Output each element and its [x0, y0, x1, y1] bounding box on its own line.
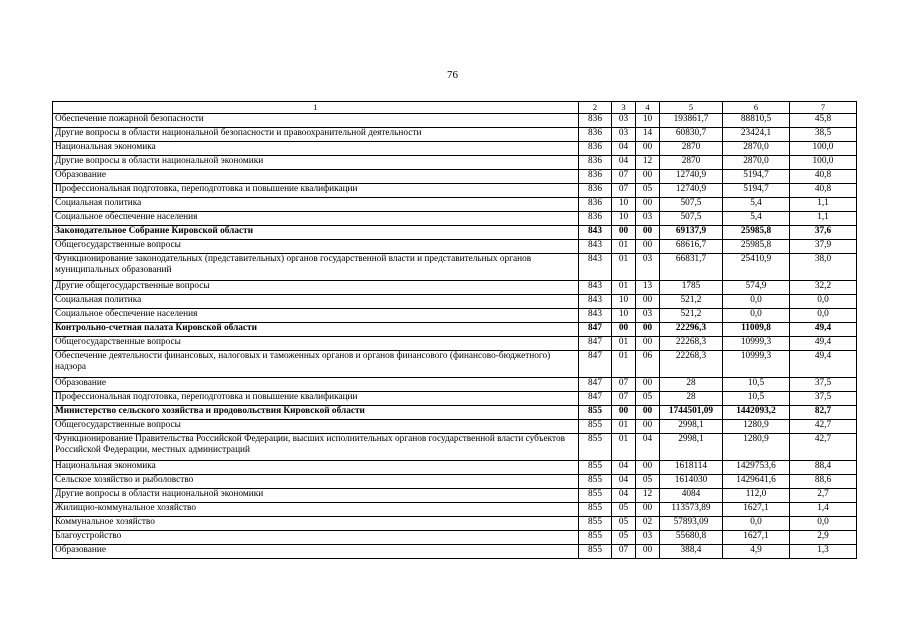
cell-subsection: 03 [636, 531, 660, 545]
cell-section: 00 [612, 323, 636, 337]
column-header: 4 [636, 102, 660, 114]
cell-section: 04 [612, 142, 636, 156]
cell-executed: 1429641,6 [723, 475, 790, 489]
cell-code-admin: 855 [579, 406, 612, 420]
cell-name: Профессиональная подготовка, переподготовка и повышение квалификации [53, 392, 579, 406]
cell-name: Функционирование Правительства Российской Федерации, высших исполнительных органов государственной власти субъектов Российской Федерации, местных администраций [53, 434, 579, 461]
cell-subsection: 12 [636, 156, 660, 170]
cell-percent: 42,7 [790, 420, 857, 434]
cell-code-admin: 855 [579, 434, 612, 461]
cell-section: 10 [612, 212, 636, 226]
cell-section: 01 [612, 281, 636, 295]
cell-percent: 37,9 [790, 240, 857, 254]
cell-executed: 5,4 [723, 198, 790, 212]
cell-planned: 68616,7 [660, 240, 723, 254]
cell-name: Обеспечение деятельности финансовых, налоговых и таможенных органов и органов финансового (финансово-бюджетного) надзора [53, 351, 579, 378]
cell-executed: 574,9 [723, 281, 790, 295]
cell-percent: 49,4 [790, 337, 857, 351]
cell-subsection: 03 [636, 254, 660, 281]
cell-section: 07 [612, 378, 636, 392]
table-row [53, 392, 857, 406]
cell-code-admin: 836 [579, 198, 612, 212]
cell-subsection: 02 [636, 517, 660, 531]
cell-executed: 25985,8 [723, 226, 790, 240]
cell-section: 10 [612, 295, 636, 309]
cell-percent: 42,7 [790, 434, 857, 461]
cell-planned: 22268,3 [660, 337, 723, 351]
cell-name: Другие вопросы в области национальной экономики [53, 489, 579, 503]
cell-planned: 57893,09 [660, 517, 723, 531]
cell-subsection: 03 [636, 309, 660, 323]
cell-subsection: 10 [636, 114, 660, 128]
cell-name: Профессиональная подготовка, переподготовка и повышение квалификации [53, 184, 579, 198]
cell-code-admin: 836 [579, 184, 612, 198]
cell-planned: 193861,7 [660, 114, 723, 128]
cell-section: 01 [612, 240, 636, 254]
cell-executed: 1627,1 [723, 531, 790, 545]
cell-name: Образование [53, 378, 579, 392]
cell-section: 05 [612, 517, 636, 531]
cell-planned: 507,5 [660, 198, 723, 212]
column-header: 6 [723, 102, 790, 114]
cell-executed: 10,5 [723, 378, 790, 392]
cell-planned: 4084 [660, 489, 723, 503]
cell-planned: 66831,7 [660, 254, 723, 281]
cell-code-admin: 847 [579, 337, 612, 351]
table-row [53, 489, 857, 503]
table-row [53, 517, 857, 531]
table-body [53, 114, 857, 559]
cell-name: Образование [53, 170, 579, 184]
cell-percent: 40,8 [790, 170, 857, 184]
cell-executed: 1280,9 [723, 434, 790, 461]
cell-executed: 25410,9 [723, 254, 790, 281]
table-row [53, 142, 857, 156]
cell-planned: 2998,1 [660, 420, 723, 434]
cell-code-admin: 855 [579, 503, 612, 517]
cell-name: Общегосударственные вопросы [53, 420, 579, 434]
cell-name: Социальное обеспечение населения [53, 309, 579, 323]
cell-subsection: 00 [636, 170, 660, 184]
cell-subsection: 00 [636, 378, 660, 392]
cell-subsection: 00 [636, 406, 660, 420]
cell-executed: 2870,0 [723, 142, 790, 156]
cell-planned: 28 [660, 378, 723, 392]
cell-executed: 10,5 [723, 392, 790, 406]
cell-section: 07 [612, 545, 636, 559]
cell-code-admin: 836 [579, 170, 612, 184]
cell-executed: 1429753,6 [723, 461, 790, 475]
cell-name: Коммунальное хозяйство [53, 517, 579, 531]
cell-planned: 69137,9 [660, 226, 723, 240]
table-row [53, 337, 857, 351]
cell-section: 03 [612, 114, 636, 128]
cell-executed: 0,0 [723, 517, 790, 531]
cell-subsection: 14 [636, 128, 660, 142]
cell-percent: 2,7 [790, 489, 857, 503]
cell-executed: 1442093,2 [723, 406, 790, 420]
cell-executed: 10999,3 [723, 351, 790, 378]
cell-section: 10 [612, 198, 636, 212]
cell-planned: 12740,9 [660, 184, 723, 198]
cell-name: Функционирование законодательных (представительных) органов государственной власти и представительных органов муниципальных образований [53, 254, 579, 281]
table-row [53, 378, 857, 392]
cell-section: 10 [612, 309, 636, 323]
cell-subsection: 06 [636, 351, 660, 378]
cell-code-admin: 843 [579, 281, 612, 295]
page-number: 76 [447, 69, 458, 81]
cell-subsection: 00 [636, 295, 660, 309]
table-row [53, 461, 857, 475]
cell-code-admin: 847 [579, 378, 612, 392]
table-row [53, 128, 857, 142]
cell-percent: 49,4 [790, 351, 857, 378]
cell-section: 04 [612, 489, 636, 503]
cell-planned: 12740,9 [660, 170, 723, 184]
table-row [53, 531, 857, 545]
cell-percent: 38,5 [790, 128, 857, 142]
cell-section: 04 [612, 156, 636, 170]
column-header: 2 [579, 102, 612, 114]
cell-code-admin: 855 [579, 475, 612, 489]
cell-code-admin: 855 [579, 517, 612, 531]
cell-executed: 5194,7 [723, 184, 790, 198]
cell-planned: 1618114 [660, 461, 723, 475]
table-row [53, 545, 857, 559]
cell-subsection: 00 [636, 461, 660, 475]
cell-name: Сельское хозяйство и рыболовство [53, 475, 579, 489]
budget-table [52, 101, 857, 559]
cell-name: Контрольно-счетная палата Кировской области [53, 323, 579, 337]
cell-section: 01 [612, 351, 636, 378]
table-row [53, 114, 857, 128]
cell-executed: 10999,3 [723, 337, 790, 351]
cell-code-admin: 855 [579, 461, 612, 475]
table-row [53, 420, 857, 434]
cell-name: Другие общегосударственные вопросы [53, 281, 579, 295]
cell-percent: 37,6 [790, 226, 857, 240]
cell-subsection: 00 [636, 337, 660, 351]
cell-section: 07 [612, 170, 636, 184]
cell-code-admin: 836 [579, 142, 612, 156]
table-row [53, 351, 857, 378]
cell-name: Социальное обеспечение населения [53, 212, 579, 226]
cell-section: 05 [612, 531, 636, 545]
table-row [53, 212, 857, 226]
cell-subsection: 13 [636, 281, 660, 295]
cell-percent: 32,2 [790, 281, 857, 295]
cell-executed: 0,0 [723, 295, 790, 309]
cell-section: 01 [612, 254, 636, 281]
cell-percent: 38,0 [790, 254, 857, 281]
cell-percent: 45,8 [790, 114, 857, 128]
cell-executed: 25985,8 [723, 240, 790, 254]
cell-executed: 112,0 [723, 489, 790, 503]
cell-code-admin: 847 [579, 351, 612, 378]
cell-executed: 1280,9 [723, 420, 790, 434]
cell-section: 01 [612, 420, 636, 434]
column-header: 1 [53, 102, 579, 114]
cell-executed: 5,4 [723, 212, 790, 226]
cell-name: Общегосударственные вопросы [53, 240, 579, 254]
table-row [53, 226, 857, 240]
cell-percent: 40,8 [790, 184, 857, 198]
cell-planned: 2998,1 [660, 434, 723, 461]
cell-code-admin: 843 [579, 226, 612, 240]
table-row [53, 254, 857, 281]
cell-subsection: 00 [636, 240, 660, 254]
table-row [53, 323, 857, 337]
cell-executed: 0,0 [723, 309, 790, 323]
cell-percent: 37,5 [790, 392, 857, 406]
table-row [53, 156, 857, 170]
cell-planned: 113573,89 [660, 503, 723, 517]
cell-planned: 28 [660, 392, 723, 406]
cell-name: Другие вопросы в области национальной экономики [53, 156, 579, 170]
cell-code-admin: 855 [579, 531, 612, 545]
cell-executed: 11009,8 [723, 323, 790, 337]
cell-name: Социальная политика [53, 198, 579, 212]
cell-code-admin: 855 [579, 545, 612, 559]
cell-section: 00 [612, 226, 636, 240]
cell-subsection: 00 [636, 545, 660, 559]
cell-code-admin: 847 [579, 392, 612, 406]
cell-subsection: 00 [636, 142, 660, 156]
cell-code-admin: 836 [579, 212, 612, 226]
cell-planned: 22268,3 [660, 351, 723, 378]
cell-planned: 60830,7 [660, 128, 723, 142]
cell-section: 07 [612, 392, 636, 406]
cell-section: 03 [612, 128, 636, 142]
cell-percent: 1,1 [790, 198, 857, 212]
cell-percent: 0,0 [790, 295, 857, 309]
cell-section: 07 [612, 184, 636, 198]
cell-planned: 507,5 [660, 212, 723, 226]
column-header: 7 [790, 102, 857, 114]
cell-name: Министерство сельского хозяйства и продовольствия Кировской области [53, 406, 579, 420]
cell-executed: 5194,7 [723, 170, 790, 184]
cell-subsection: 00 [636, 420, 660, 434]
cell-executed: 2870,0 [723, 156, 790, 170]
table-row [53, 170, 857, 184]
cell-planned: 1744501,09 [660, 406, 723, 420]
cell-percent: 100,0 [790, 156, 857, 170]
cell-code-admin: 855 [579, 420, 612, 434]
cell-executed: 88810,5 [723, 114, 790, 128]
cell-percent: 88,6 [790, 475, 857, 489]
cell-name: Национальная экономика [53, 461, 579, 475]
cell-name: Жилищно-коммунальное хозяйство [53, 503, 579, 517]
table-row [53, 406, 857, 420]
table-row [53, 240, 857, 254]
cell-executed: 1627,1 [723, 503, 790, 517]
cell-code-admin: 855 [579, 489, 612, 503]
table-row [53, 309, 857, 323]
cell-name: Другие вопросы в области национальной безопасности и правоохранительной деятельности [53, 128, 579, 142]
cell-subsection: 00 [636, 323, 660, 337]
cell-percent: 100,0 [790, 142, 857, 156]
cell-name: Социальная политика [53, 295, 579, 309]
cell-name: Общегосударственные вопросы [53, 337, 579, 351]
cell-section: 01 [612, 434, 636, 461]
cell-code-admin: 843 [579, 309, 612, 323]
cell-planned: 388,4 [660, 545, 723, 559]
cell-percent: 49,4 [790, 323, 857, 337]
cell-percent: 1,1 [790, 212, 857, 226]
cell-section: 05 [612, 503, 636, 517]
cell-code-admin: 836 [579, 156, 612, 170]
cell-code-admin: 836 [579, 114, 612, 128]
cell-code-admin: 847 [579, 323, 612, 337]
cell-subsection: 05 [636, 392, 660, 406]
table-row [53, 281, 857, 295]
column-header: 3 [612, 102, 636, 114]
cell-planned: 521,2 [660, 309, 723, 323]
cell-planned: 1785 [660, 281, 723, 295]
cell-section: 01 [612, 337, 636, 351]
cell-name: Обеспечение пожарной безопасности [53, 114, 579, 128]
cell-planned: 2870 [660, 142, 723, 156]
cell-planned: 2870 [660, 156, 723, 170]
cell-code-admin: 836 [579, 128, 612, 142]
cell-section: 04 [612, 475, 636, 489]
table-row [53, 184, 857, 198]
cell-executed: 23424,1 [723, 128, 790, 142]
cell-percent: 1,3 [790, 545, 857, 559]
table-row [53, 198, 857, 212]
cell-code-admin: 843 [579, 254, 612, 281]
cell-subsection: 04 [636, 434, 660, 461]
cell-subsection: 00 [636, 198, 660, 212]
cell-name: Законодательное Собрание Кировской области [53, 226, 579, 240]
table-row [53, 475, 857, 489]
cell-planned: 55680,8 [660, 531, 723, 545]
column-header: 5 [660, 102, 723, 114]
cell-code-admin: 843 [579, 240, 612, 254]
cell-percent: 82,7 [790, 406, 857, 420]
cell-planned: 521,2 [660, 295, 723, 309]
cell-planned: 1614030 [660, 475, 723, 489]
cell-subsection: 00 [636, 503, 660, 517]
cell-percent: 0,0 [790, 309, 857, 323]
table-header-row [53, 102, 857, 114]
table-row [53, 503, 857, 517]
cell-name: Образование [53, 545, 579, 559]
cell-planned: 22296,3 [660, 323, 723, 337]
cell-executed: 4,9 [723, 545, 790, 559]
cell-code-admin: 843 [579, 295, 612, 309]
table-row [53, 434, 857, 461]
cell-percent: 2,9 [790, 531, 857, 545]
cell-percent: 0,0 [790, 517, 857, 531]
table-row [53, 295, 857, 309]
cell-subsection: 05 [636, 184, 660, 198]
cell-subsection: 05 [636, 475, 660, 489]
cell-section: 00 [612, 406, 636, 420]
cell-section: 04 [612, 461, 636, 475]
cell-subsection: 00 [636, 226, 660, 240]
cell-percent: 37,5 [790, 378, 857, 392]
cell-subsection: 03 [636, 212, 660, 226]
cell-name: Благоустройство [53, 531, 579, 545]
cell-subsection: 12 [636, 489, 660, 503]
cell-percent: 1,4 [790, 503, 857, 517]
cell-percent: 88,4 [790, 461, 857, 475]
cell-name: Национальная экономика [53, 142, 579, 156]
